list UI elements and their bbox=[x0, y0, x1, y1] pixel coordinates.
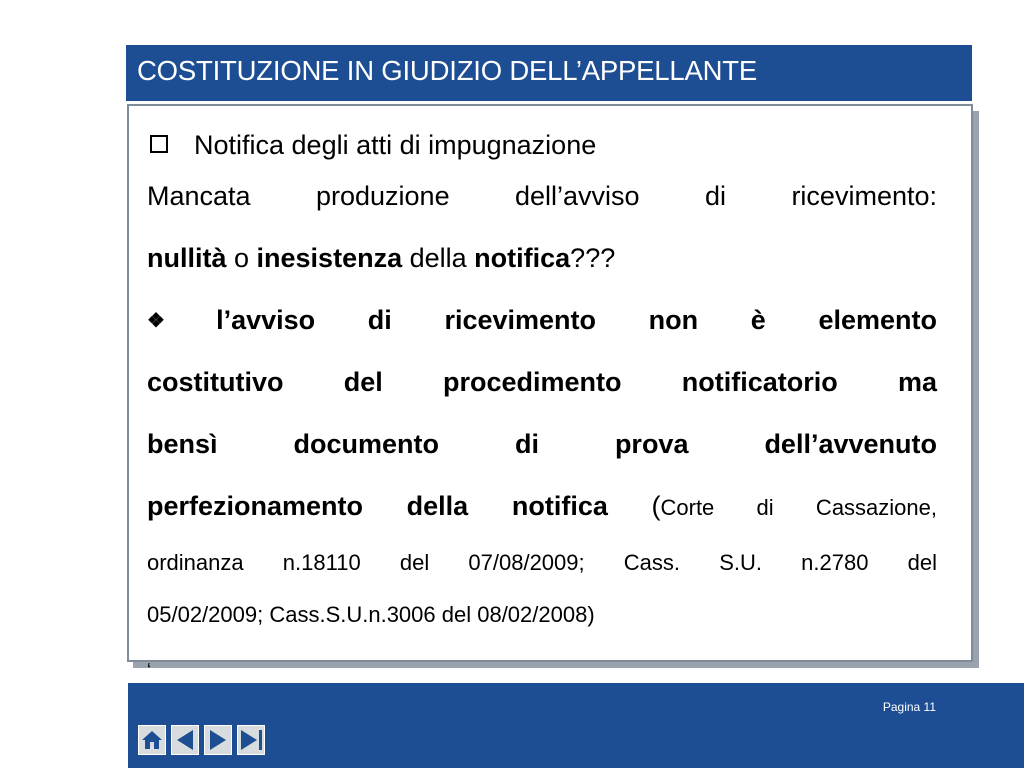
bullet-text: Notifica degli atti di impugnazione bbox=[194, 130, 597, 160]
slide-content bbox=[147, 125, 937, 641]
bold-term-inesistenza: inesistenza bbox=[256, 243, 403, 273]
bullet-text: l’avviso di ricevimento non è elemento bbox=[216, 305, 937, 335]
bold-text: bensì documento di prova dell’avvenuto bbox=[147, 429, 937, 459]
paragraph-line bbox=[147, 413, 937, 475]
paragraph-line bbox=[147, 227, 937, 289]
text: della bbox=[402, 243, 475, 273]
slide-title-bar bbox=[126, 45, 972, 101]
home-icon bbox=[141, 729, 163, 751]
text: ??? bbox=[570, 243, 616, 273]
stray-mark: ‘ bbox=[147, 660, 151, 680]
citation-line bbox=[147, 589, 937, 641]
bold-term-notifica: notifica bbox=[474, 243, 571, 273]
paragraph-line bbox=[147, 351, 937, 413]
citation-text: 05/02/2009; Cass.S.U.n.3006 del 08/02/2008) bbox=[147, 602, 595, 627]
slide-title: COSTITUZIONE IN GIUDIZIO DELL’APPELLANTE bbox=[137, 55, 758, 86]
paragraph-line bbox=[147, 475, 937, 537]
bullet-notifica bbox=[147, 125, 937, 165]
citation-line bbox=[147, 537, 937, 589]
end-bar bbox=[259, 730, 262, 750]
bold-term-nullita: nullità bbox=[147, 243, 227, 273]
end-icon bbox=[241, 730, 257, 750]
paragraph-line bbox=[147, 165, 937, 227]
text: o bbox=[226, 243, 257, 273]
forward-arrow-icon bbox=[210, 730, 226, 750]
text: ( bbox=[607, 491, 661, 521]
citation-text: Corte di Cassazione, bbox=[660, 495, 937, 520]
bullet-avviso bbox=[147, 289, 937, 351]
bold-text: costitutivo del procedimento notificatorio ma bbox=[147, 367, 937, 397]
checkbox-bullet-icon bbox=[150, 135, 168, 153]
previous-button[interactable] bbox=[171, 725, 199, 755]
bold-text: perfezionamento della notifica bbox=[147, 491, 608, 521]
paragraph-text: Mancata produzione dell’avviso di ricevimento: bbox=[147, 181, 937, 211]
last-slide-button[interactable] bbox=[237, 725, 265, 755]
next-button[interactable] bbox=[204, 725, 232, 755]
footer-bar bbox=[128, 683, 1024, 768]
back-arrow-icon bbox=[177, 730, 193, 750]
diamond-bullet-icon: ❖ bbox=[147, 310, 211, 332]
home-button[interactable] bbox=[138, 725, 166, 755]
navigation-buttons bbox=[138, 725, 265, 755]
page-number: Pagina 11 bbox=[882, 700, 936, 714]
citation-text: ordinanza n.18110 del 07/08/2009; Cass. S.U. n.2780 del bbox=[147, 550, 937, 575]
